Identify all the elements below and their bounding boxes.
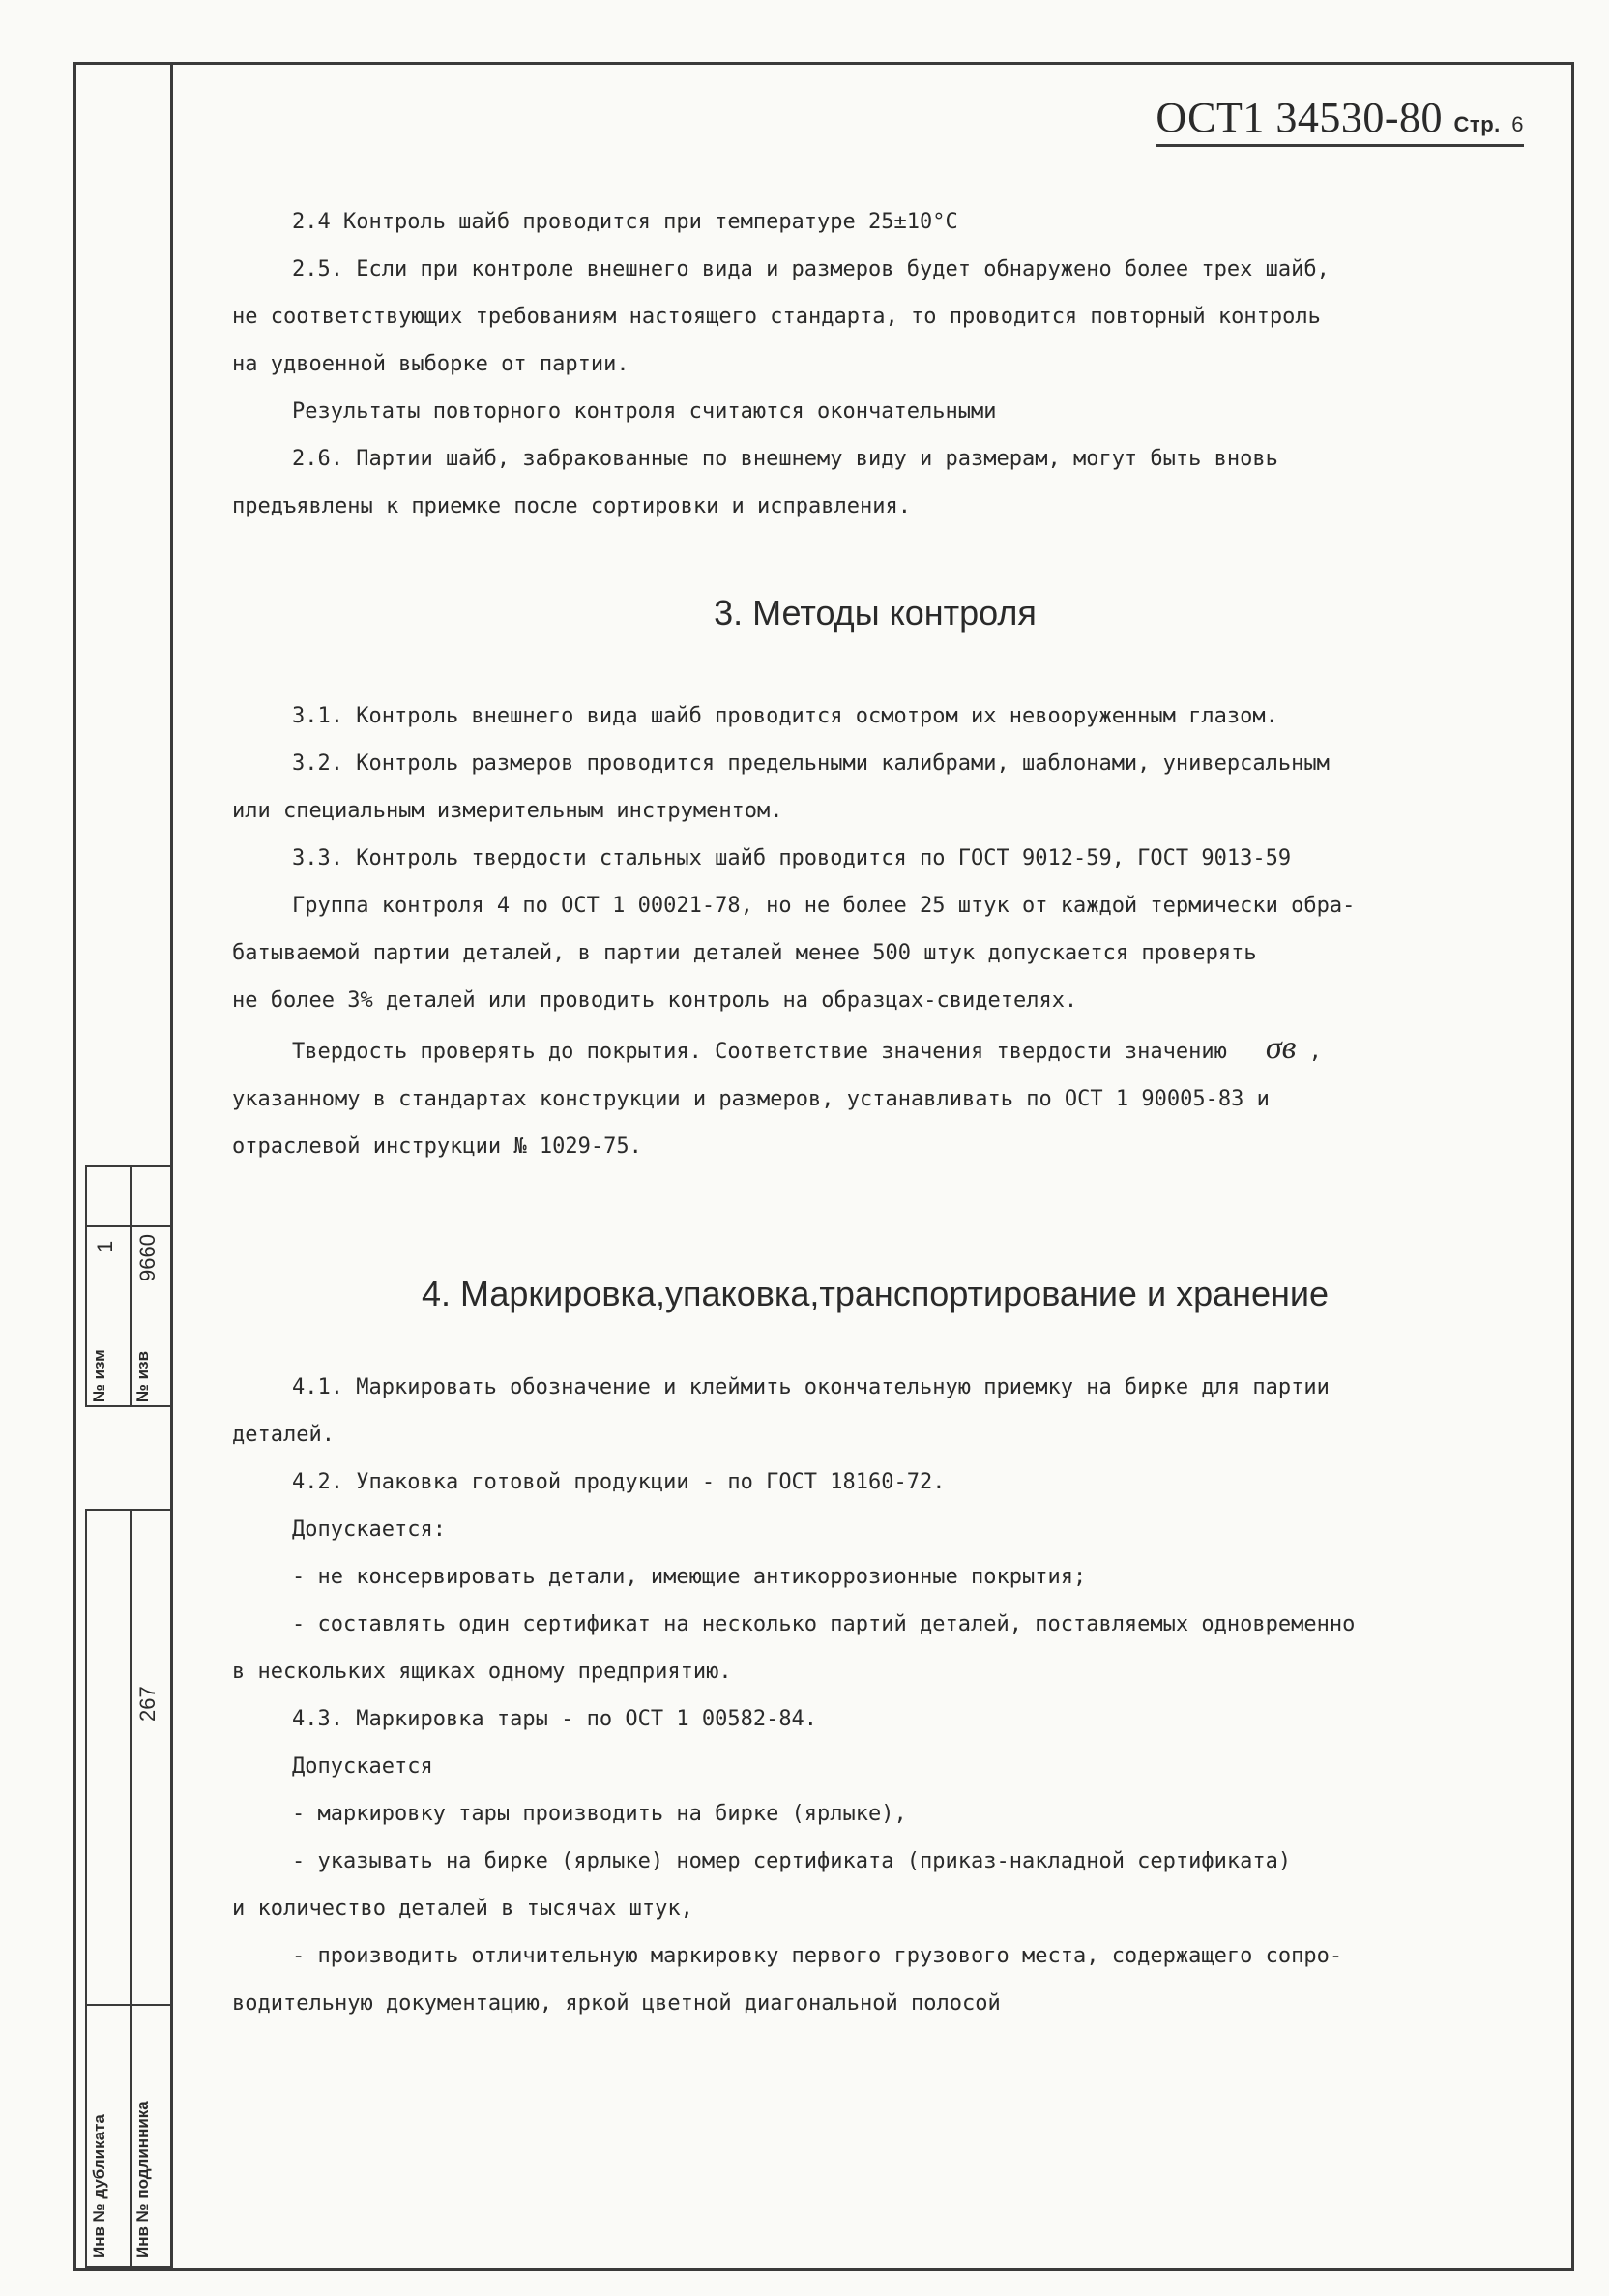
paragraph-line: или специальным измерительным инструментом.	[232, 799, 783, 823]
paragraph-3-3: 3.3. Контроль твердости стальных шайб проводится по ГОСТ 9012-59, ГОСТ 9013-59	[292, 846, 1292, 870]
paragraph-4-2: 4.2. Упаковка готовой продукции - по ГОСТ 18160-72.	[292, 1470, 946, 1494]
paragraph-line: Допускается:	[292, 1517, 446, 1542]
paragraph-line: и количество деталей в тысячах штук,	[232, 1897, 693, 1921]
list-item: - производить отличительную маркировку первого грузового места, содержащего сопро-	[292, 1944, 1343, 1968]
paragraph-line: Твердость проверять до покрытия. Соответствие значения твердости значению σв ,	[292, 1030, 1322, 1066]
paragraph-3-2: 3.2. Контроль размеров проводится предельными калибрами, шаблонами, универсальным	[292, 751, 1330, 776]
paragraph-line: указанному в стандартах конструкции и размеров, устанавливать по ОСТ 1 90005-83 и	[232, 1087, 1270, 1111]
page-number: 6	[1511, 112, 1524, 136]
stamp-label-nizv: № изв	[133, 1350, 152, 1402]
paragraph-line: предъявлены к приемке после сортировки и исправления.	[232, 494, 911, 518]
paragraph-line: на удвоенной выборке от партии.	[232, 352, 629, 376]
list-item: - указывать на бирке (ярлыке) номер сертификата (приказ-накладной сертификата)	[292, 1849, 1292, 1873]
paragraph-4-1: 4.1. Маркировать обозначение и клеймить окончательную приемку на бирке для партии	[292, 1375, 1330, 1399]
stamp-value-izm: 1	[93, 1240, 117, 1252]
paragraph-2-4: 2.4 Контроль шайб проводится при температуре 25±10°С	[292, 210, 958, 234]
paragraph-3-1: 3.1. Контроль внешнего вида шайб проводится осмотром их невооруженным глазом.	[292, 704, 1278, 728]
paragraph-line: отраслевой инструкции № 1029-75.	[232, 1134, 642, 1159]
paragraph-2-5: 2.5. Если при контроле внешнего вида и размеров будет обнаружено более трех шайб,	[292, 257, 1330, 281]
paragraph-line: Результаты повторного контроля считаются окончательными	[292, 399, 997, 424]
doc-code: ОСТ1 34530-80	[1156, 94, 1444, 141]
hardness-text: Твердость проверять до покрытия. Соответствие значения твердости значению	[292, 1040, 1227, 1064]
document-body	[232, 198, 1518, 2027]
list-item: - составлять один сертификат на несколько партий деталей, поставляемых одновременно	[292, 1612, 1356, 1636]
paragraph-line: в нескольких ящиках одному предприятию.	[232, 1660, 732, 1684]
section-4-heading: 4. Маркировка,упаковка,транспортирование и хранение	[421, 1274, 1330, 1313]
stamp-value-nizv: 9660	[135, 1234, 160, 1281]
paragraph-line: не более 3% деталей или проводить контроль на образцах-свидетелях.	[232, 988, 1078, 1013]
document-header	[1156, 93, 1524, 147]
paragraph-line: не соответствующих требованиям настоящего стандарта, то проводится повторный контроль	[232, 305, 1321, 329]
stamp-label-dubl: Инв № дубликата	[90, 2114, 108, 2258]
paragraph-4-3: 4.3. Маркировка тары - по ОСТ 1 00582-84.	[292, 1707, 818, 1731]
stamp-label-podl: Инв № подлинника	[133, 2101, 152, 2258]
list-item: - не консервировать детали, имеющие антикоррозионные покрытия;	[292, 1565, 1087, 1589]
paragraph-2-6: 2.6. Партии шайб, забракованные по внешнему виду и размерам, могут быть вновь	[292, 447, 1278, 471]
stamp-value-podl: 267	[135, 1686, 160, 1722]
section-3-heading: 3. Методы контроля	[714, 593, 1037, 633]
paragraph-line: деталей.	[232, 1423, 335, 1447]
page-label: Стр.	[1453, 112, 1501, 136]
sigma-b-symbol: σв	[1265, 1030, 1297, 1066]
paragraph-line: батываемой партии деталей, в партии деталей менее 500 штук допускается проверять	[232, 941, 1257, 965]
stamp-label-izm: № изм	[90, 1349, 108, 1402]
list-item: - маркировку тары производить на бирке (ярлыке),	[292, 1802, 907, 1826]
paragraph-line: Группа контроля 4 по ОСТ 1 00021-78, но не более 25 штук от каждой термически обра-	[292, 894, 1356, 918]
paragraph-line: водительную документацию, яркой цветной диагональной полосой	[232, 1991, 1001, 2016]
paragraph-line: Допускается	[292, 1754, 433, 1779]
